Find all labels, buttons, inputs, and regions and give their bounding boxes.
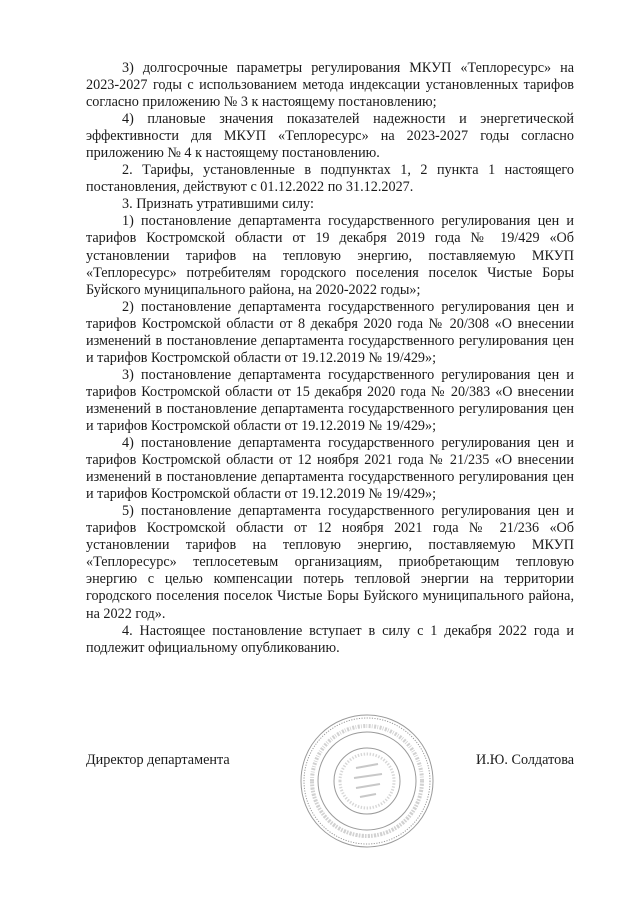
paragraph-repeal-item-2: 2) постановление департамента государственного регулирования цен и тарифов Костромской области от 8 декабря 2020 года № 20/308 «О внесении изменений в постановление департамента государственного регулирования цен и тарифов Костромской области от 19.12.2019 № 19/429»;	[86, 298, 574, 366]
paragraph-item-4-reliability-indicators: 4) плановые значения показателей надежности и энергетической эффективности для МКУП «Теплоресурс» на 2023-2027 годы согласно приложению № 4 к настоящему постановлению.	[86, 111, 574, 162]
official-seal-stamp	[298, 712, 436, 850]
paragraph-clause-4-effective-date: 4. Настоящее постановление вступает в силу с 1 декабря 2022 года и подлежит официальному опубликованию.	[86, 622, 574, 656]
paragraph-item-3-long-term-parameters: 3) долгосрочные параметры регулирования МКУП «Теплоресурс» на 2023-2027 годы с использованием метода индексации установленных тарифов согласно приложению № 3 к настоящему постановлению;	[86, 60, 574, 111]
paragraph-repeal-item-5: 5) постановление департамента государственного регулирования цен и тарифов Костромской области от 12 ноября 2021 года № 21/236 «Об установлении тарифов на тепловую энергию, поставляемую МКУП «Теплоресурс» теплосетевым организациям, приобретающим тепловую энергию с целью компенсации потерь тепловой энергии на территории городского поселения поселок Чистые Боры Буйского муниципального района, на 2022 год».	[86, 503, 574, 622]
paragraph-clause-3-repeal-heading: 3. Признать утратившими силу:	[122, 196, 314, 213]
signatory-name: И.Ю. Солдатова	[476, 752, 574, 768]
paragraph-clause-2-tariff-validity: 2. Тарифы, установленные в подпунктах 1, 2 пункта 1 настоящего постановления, действуют с 01.12.2022 по 31.12.2027.	[86, 162, 574, 196]
signatory-position: Директор департамента	[86, 752, 230, 768]
seal-outer-ring-inner	[304, 718, 430, 844]
paragraph-repeal-item-4: 4) постановление департамента государственного регулирования цен и тарифов Костромской области от 12 ноября 2021 года № 21/235 «О внесении изменений в постановление департамента государственного регулирования цен и тарифов Костромской области от 19.12.2019 № 19/429»;	[86, 435, 574, 503]
document-body	[86, 60, 574, 657]
seal-middle-ring	[318, 732, 416, 830]
signature-block	[86, 752, 574, 776]
paragraph-repeal-item-1: 1) постановление департамента государственного регулирования цен и тарифов Костромской области от 19 декабря 2019 года № 19/429 «Об установлении тарифов на тепловую энергию, поставляемую МКУП «Теплоресурс» потребителям городского поселения поселок Чистые Боры Буйского муниципального района, на 2020-2022 годы»;	[86, 213, 574, 298]
paragraph-repeal-item-3: 3) постановление департамента государственного регулирования цен и тарифов Костромской области от 15 декабря 2020 года № 20/383 «О внесении изменений в постановление департамента государственного регулирования цен и тарифов Костромской области от 19.12.2019 № 19/429»;	[86, 366, 574, 434]
seal-outer-ring	[301, 715, 433, 847]
